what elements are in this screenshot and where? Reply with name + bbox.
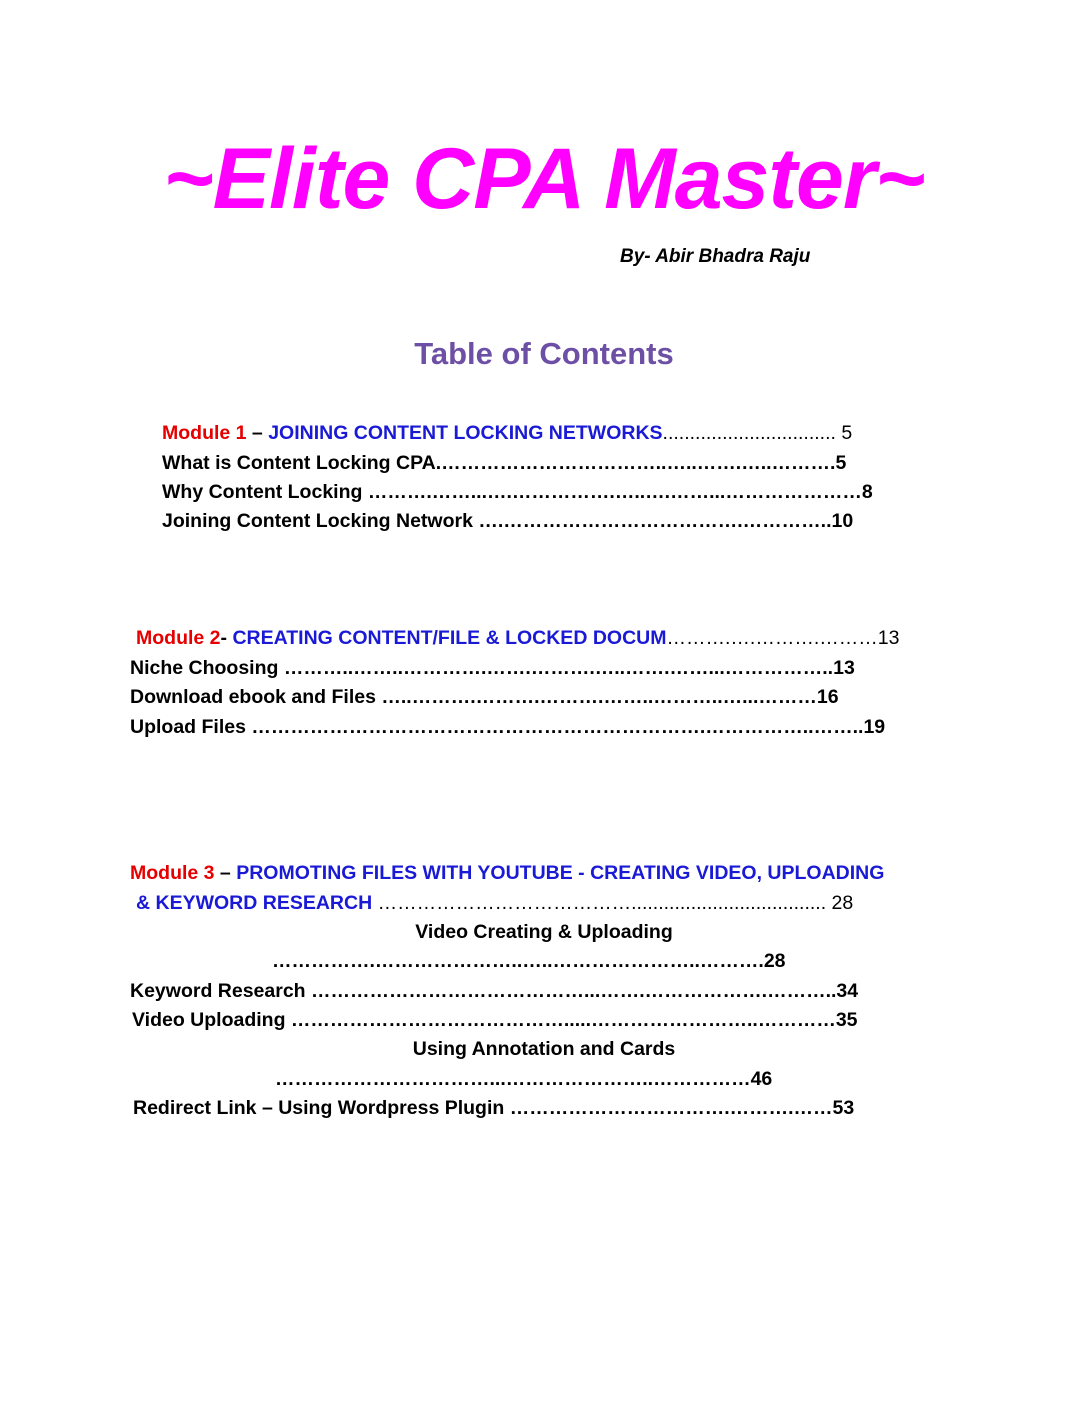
toc-entry-niche-choosing: Niche Choosing ………..……..………….…….……….…..…….……...……………..13 — [130, 657, 855, 679]
toc-entry-video-uploading: Video Uploading …………………………………….....……………………..…………35 — [132, 1009, 858, 1031]
module-3-separator: – — [214, 862, 237, 884]
module-3-label: Module 3 — [130, 862, 215, 884]
document-title: ~Elite CPA Master~ — [163, 131, 925, 227]
toc-entry-video-creating-page: …………….…………………..…..…………………..……….28 — [272, 950, 786, 972]
toc-entry-redirect-link: Redirect Link – Using Wordpress Plugin …………………………….……….……53 — [133, 1097, 855, 1119]
module-2-label: Module 2 — [136, 627, 221, 649]
module-3-heading-continued — [136, 894, 853, 914]
toc-heading: Table of Contents — [414, 336, 674, 371]
toc-entry-why-content-locking: Why Content Locking ……….……...….…………….…..….……...…………………8 — [162, 481, 873, 503]
toc-entry-joining-network: Joining Content Locking Network ….……………………………….…………..10 — [162, 510, 854, 532]
module-2-heading — [136, 629, 899, 649]
module-3-title-line-2: & KEYWORD RESEARCH — [136, 892, 373, 914]
toc-entry-video-creating-title: Video Creating & Uploading — [415, 921, 673, 943]
module-3-title: PROMOTING FILES WITH YOUTUBE - CREATING VIDEO, UPLOADING — [236, 862, 885, 884]
toc-entry-what-is-content-locking: What is Content Locking CPA.……………………………..…..…….…..……….5 — [162, 452, 847, 474]
toc-entry-keyword-research: Keyword Research ……………………………………...…….……………….………..34 — [130, 980, 859, 1002]
module-1-title: JOINING CONTENT LOCKING NETWORKS — [268, 422, 663, 444]
toc-entry-upload-files: Upload Files …………………………………………………………….……………..……..19 — [130, 716, 886, 738]
module-1-page: ................................ 5 — [662, 422, 853, 444]
module-2-separator: - — [220, 627, 233, 649]
module-3-page: ………………………………….................................... 28 — [372, 892, 854, 914]
module-1-label: Module 1 — [162, 422, 247, 444]
toc-entry-annotation-title: Using Annotation and Cards — [412, 1038, 676, 1060]
module-2-title: CREATING CONTENT/FILE & LOCKED DOCUM — [232, 627, 667, 649]
module-2-page: ……….….……….………13 — [666, 627, 900, 649]
toc-entry-download-ebook: Download ebook and Files …..……….……….……….……..………..…...………16 — [130, 686, 839, 708]
module-1-separator: – — [246, 422, 269, 444]
author-byline: By- Abir Bhadra Raju — [620, 246, 811, 267]
module-3-heading — [130, 864, 884, 884]
toc-entry-annotation-page: ……………………………...…………………..……………46 — [275, 1068, 773, 1090]
module-1-heading — [162, 424, 852, 444]
